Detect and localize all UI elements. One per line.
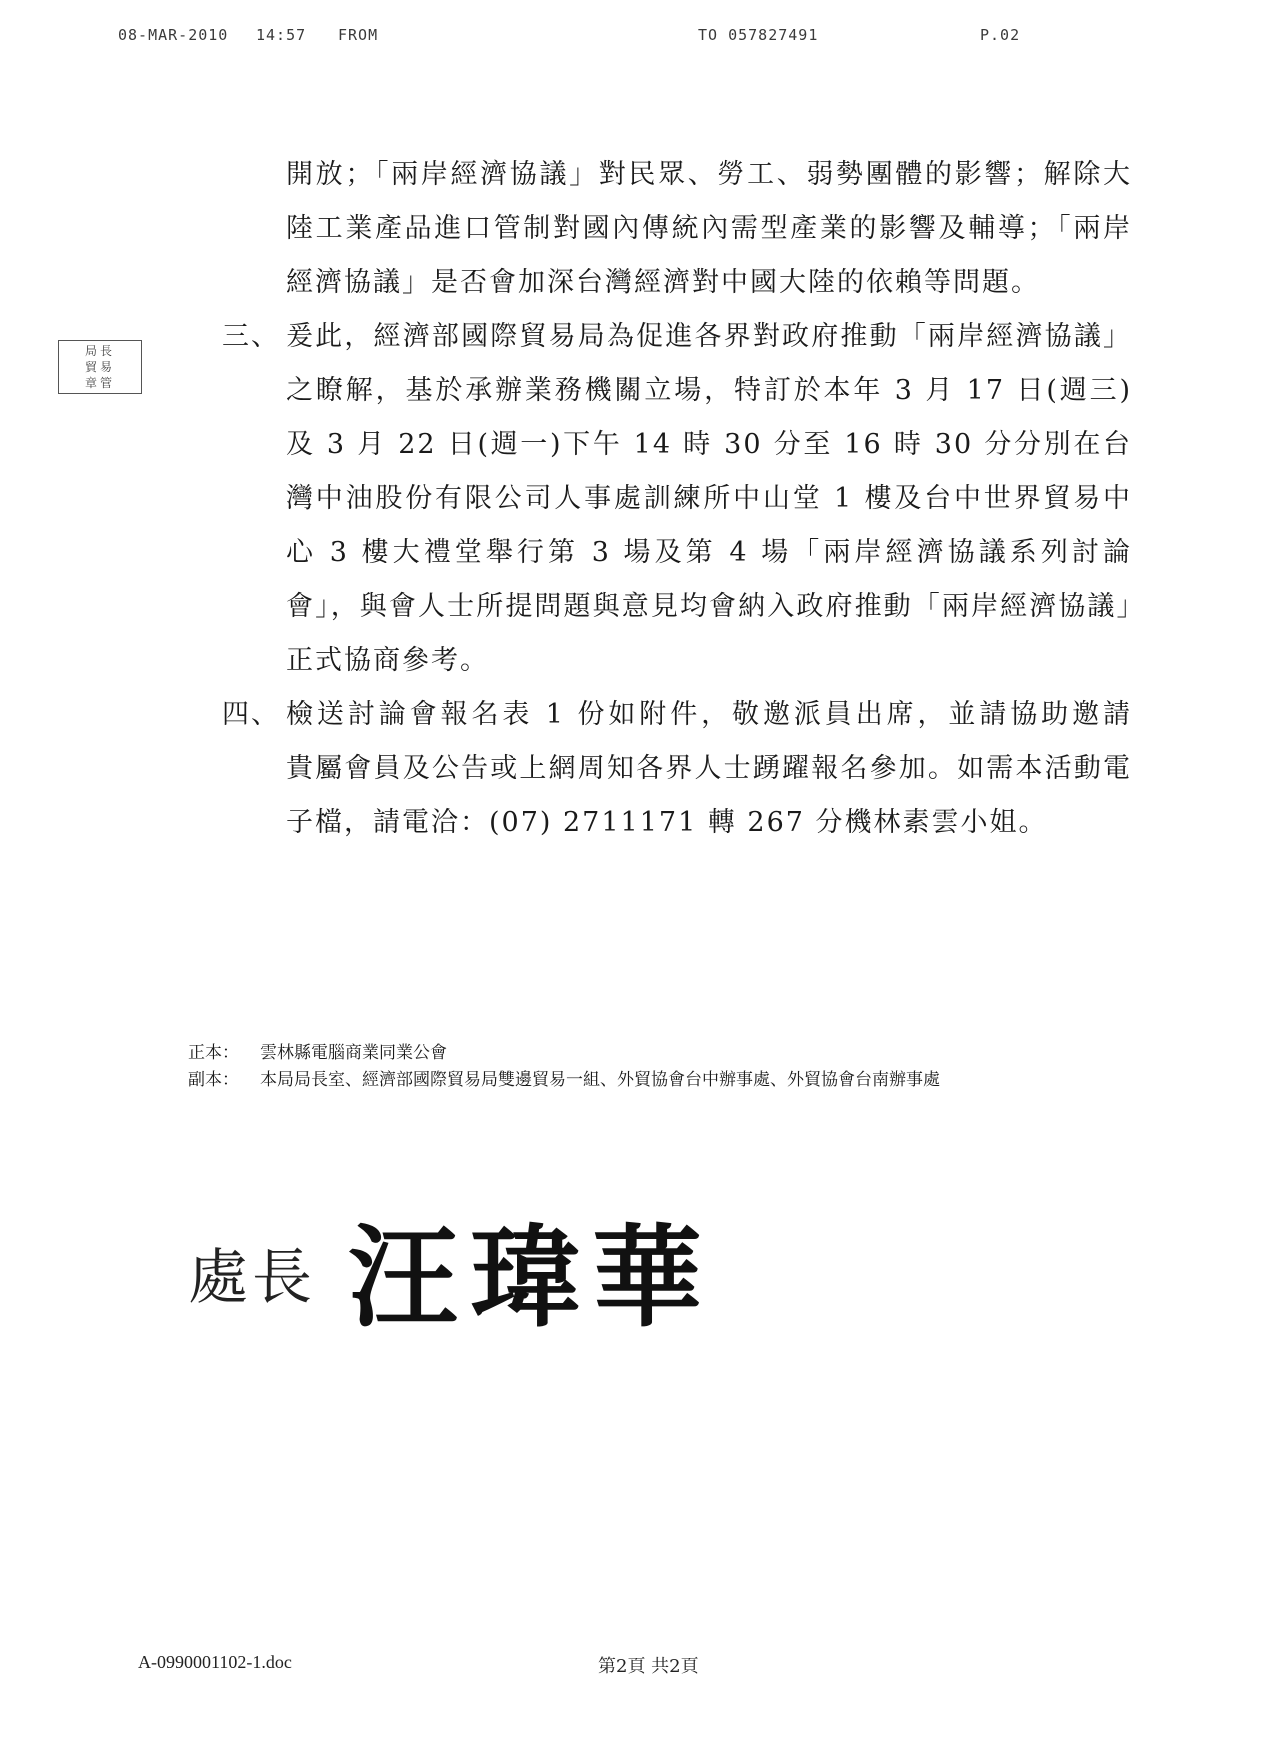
fax-page: P.02 [980,26,1021,44]
copy-label: 副本： [188,1070,239,1090]
item-number: 三、 [222,321,280,352]
official-seal [58,340,142,394]
item-text: 爰此，經濟部國際貿易局為促進各界對政府推動「兩岸經濟協議」之瞭解，基於承辦業務機關立場，特訂於本年 3 月 17 日(週三)及 3 月 22 日(週一)下午 14 時 30 分至 16 時 30 分分別在台灣中油股份有限公司人事處訓練所中山堂 1 樓及台中世界貿易中心 3 樓大禮堂舉行第 3 場及第 4 場「兩岸經濟協議系列討論會」，與會人士所提問題與意見均會納入政府推動「兩岸經濟協議」正式協商參考。 [286,321,1132,676]
continuation-paragraph [222,148,1132,310]
signatory-title: 處長 [188,1243,316,1313]
fax-date: 08-MAR-2010 [118,26,229,44]
original-recipient [188,1040,1148,1067]
list-item [222,310,1132,688]
distribution-list [188,1040,1148,1094]
continuation-text: 開放；「兩岸經濟協議」對民眾、勞工、弱勢團體的影響；解除大陸工業產品進口管制對國內傳統內需型產業的影響及輔導；「兩岸經濟協議」是否會加深台灣經濟對中國大陸的依賴等問題。 [286,159,1132,298]
signature-block [188,1190,888,1342]
fax-time: 14:57 [256,26,307,44]
fax-to: TO 057827491 [698,26,819,44]
copy-recipients-text: 本局局長室、經濟部國際貿易局雙邊貿易一組、外貿協會台中辦事處、外貿協會台南辦事處 [260,1070,940,1090]
seal-line: 章管 [84,376,115,390]
item-text: 檢送討論會報名表 1 份如附件，敬邀派員出席，並請協助邀請 貴屬會員及公告或上網周知各界人士踴躍報名參加。如需本活動電子檔，請電洽：(07) 2711171 轉 267 分機林素雲小姐。 [286,699,1161,838]
copy-recipients [188,1067,1148,1094]
document-body [222,148,1161,850]
list-item [222,688,1161,850]
seal-line: 貿易 [84,360,115,374]
footer-filename: A-0990001102-1.doc [138,1652,292,1672]
footer-page-number: 第2頁 共2頁 [598,1656,699,1677]
seal-line: 局長 [84,344,115,358]
signatory-name: 汪瑋華 [348,1213,714,1342]
original-label: 正本： [188,1043,239,1063]
fax-header [0,26,1275,48]
fax-from-label: FROM [338,26,379,44]
original-recipient-text: 雲林縣電腦商業同業公會 [260,1043,447,1063]
item-number: 四、 [222,699,280,730]
